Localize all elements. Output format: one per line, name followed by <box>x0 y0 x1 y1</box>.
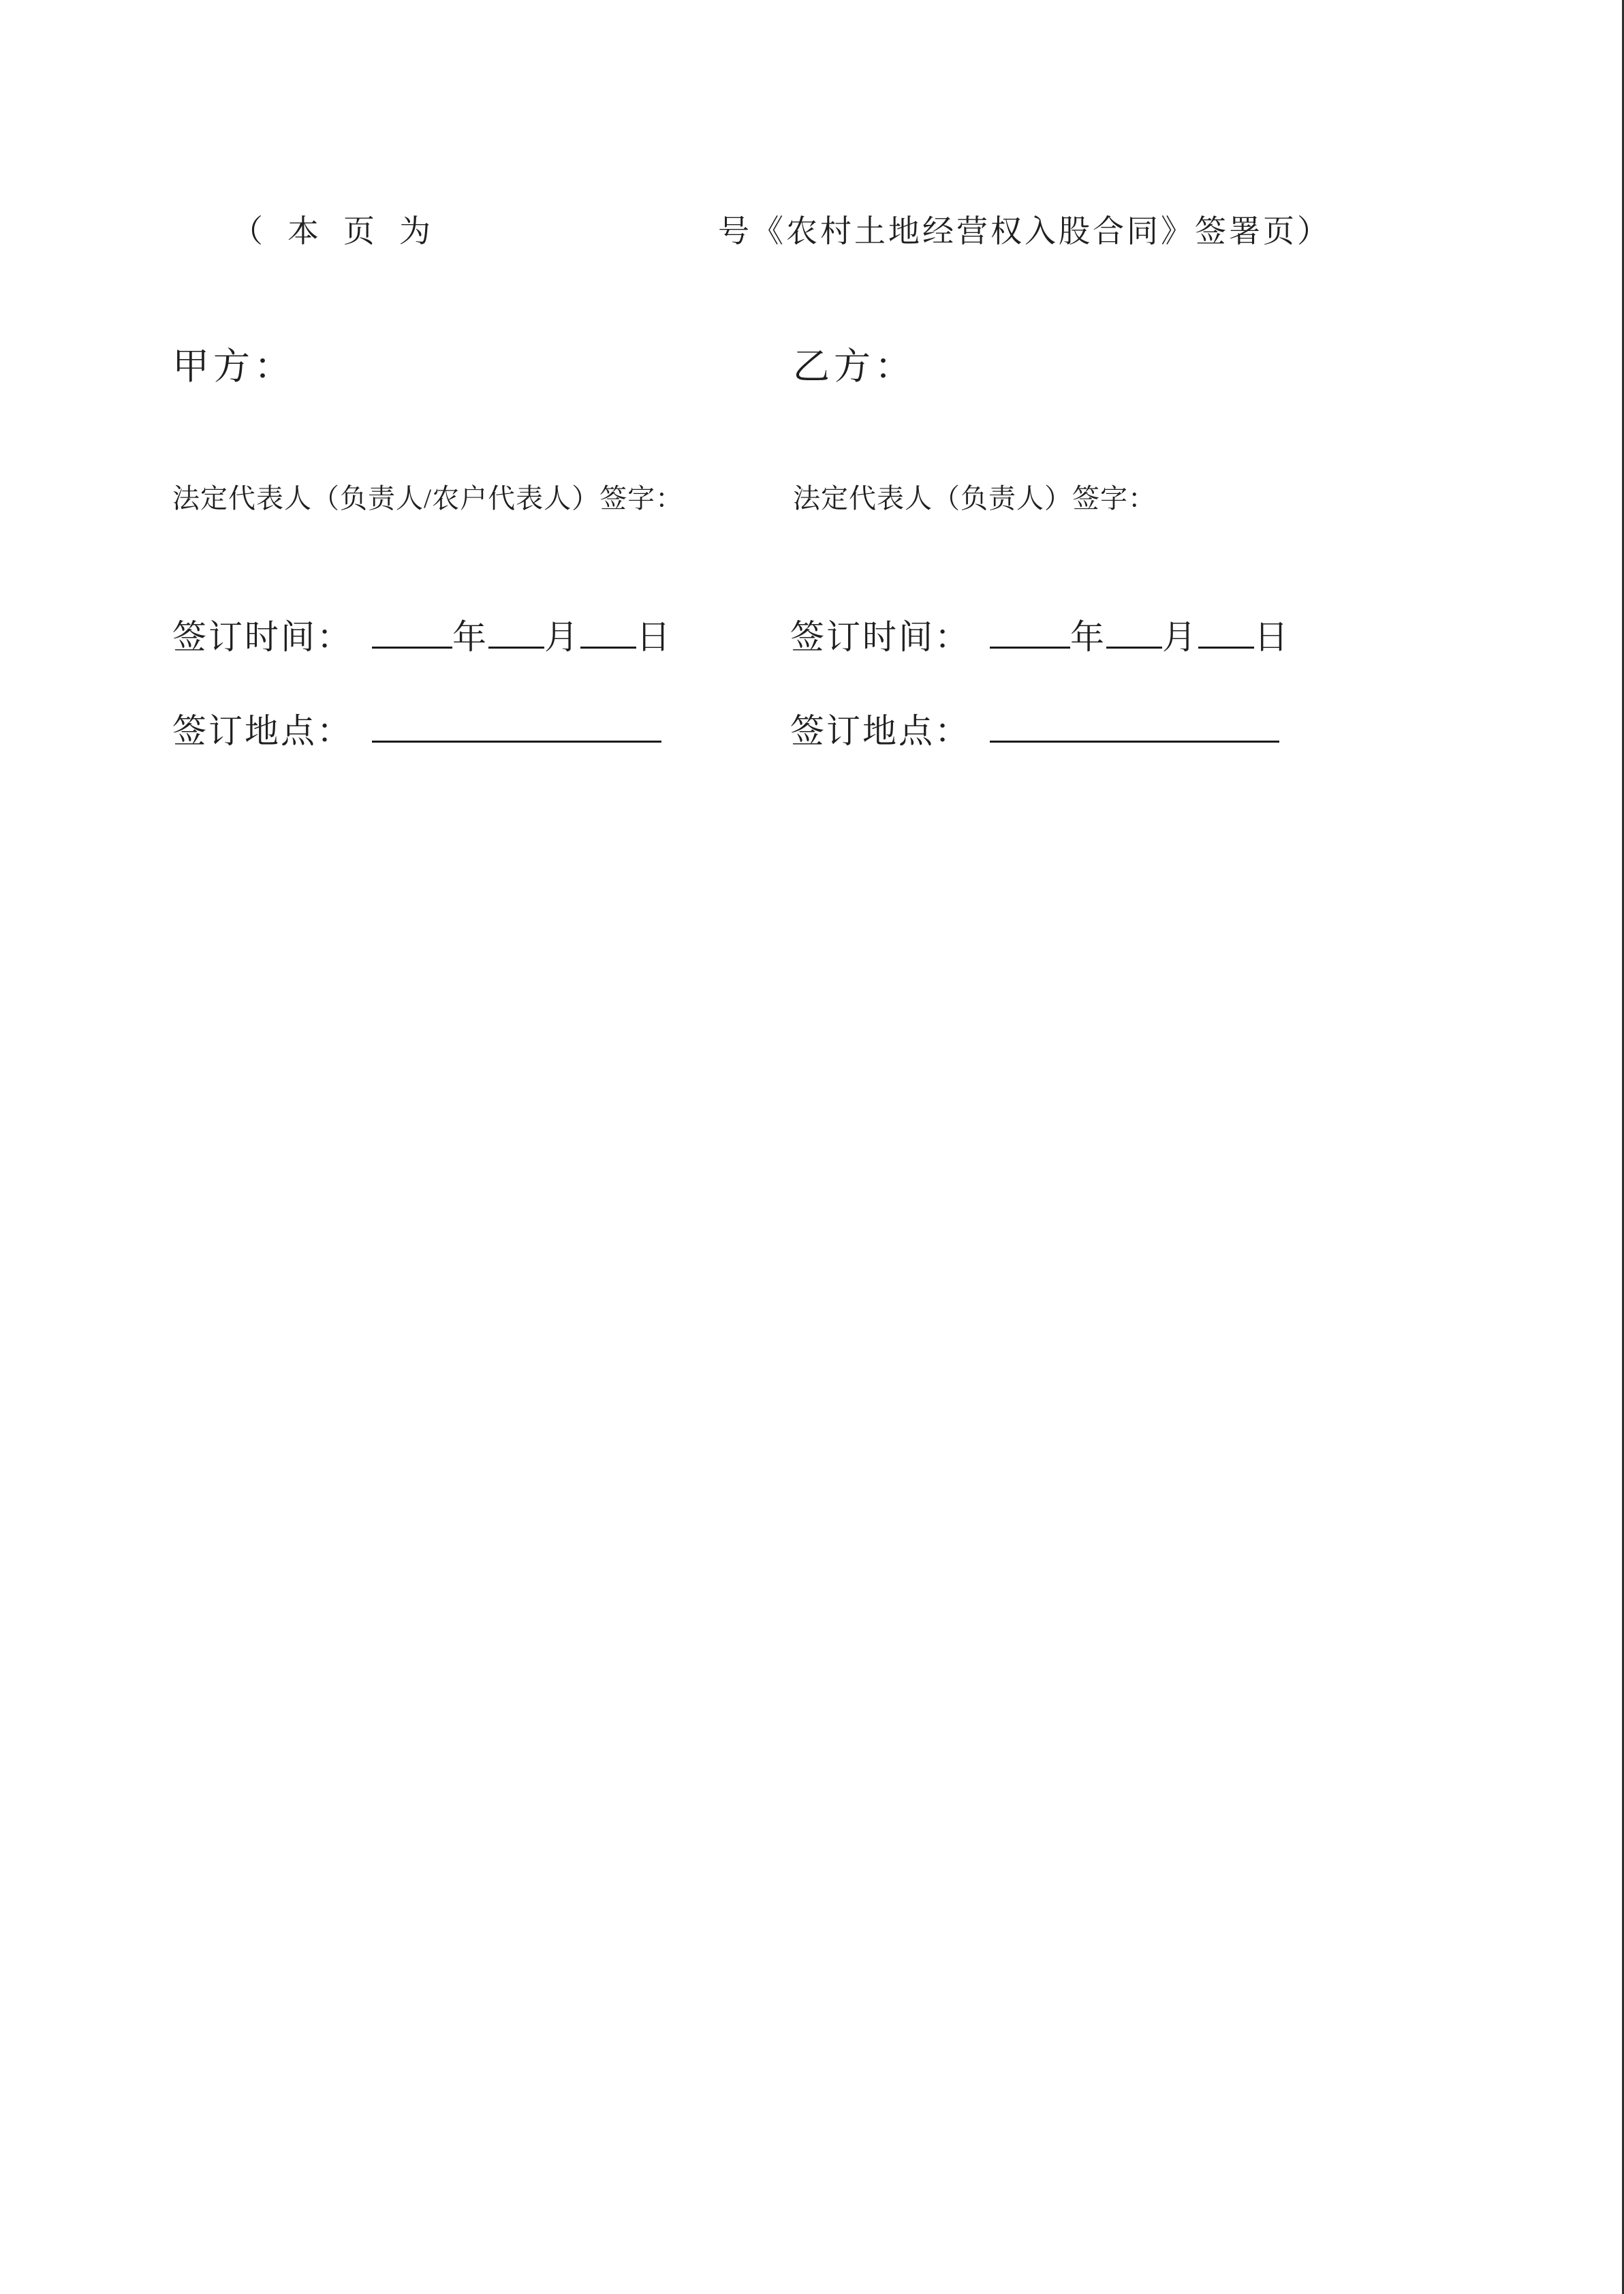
sign-time-label: 签订时间： <box>790 618 971 656</box>
place-blank-line <box>990 706 1279 743</box>
year-blank-line <box>372 612 452 649</box>
party-b-representative-sign-label: 法定代表人（负责人）签字： <box>793 483 1156 514</box>
month-char: 月 <box>544 618 580 656</box>
day-char: 日 <box>636 618 672 656</box>
day-blank-line <box>1198 612 1254 649</box>
day-char: 日 <box>1254 618 1290 656</box>
party-a-sign-time-row <box>172 612 672 660</box>
month-blank-line <box>1106 612 1162 649</box>
place-blank-line <box>372 706 661 743</box>
header-note-suffix: 号《农村土地经营权入股合同》签署页） <box>718 214 1331 249</box>
sign-place-label: 签订地点： <box>790 712 971 750</box>
year-char: 年 <box>1070 618 1106 656</box>
sign-time-label: 签订时间： <box>172 618 353 656</box>
header-note-prefix: （本页为 <box>232 214 455 249</box>
party-a-sign-place-row <box>172 706 661 754</box>
party-a-label: 甲方： <box>172 346 295 387</box>
party-b-label: 乙方： <box>793 346 916 387</box>
party-b-sign-time-row <box>790 612 1290 660</box>
day-blank-line <box>580 612 636 649</box>
month-blank-line <box>488 612 544 649</box>
year-blank-line <box>990 612 1070 649</box>
year-char: 年 <box>452 618 488 656</box>
party-a-representative-sign-label: 法定代表人（负责人/农户代表人）签字： <box>172 483 684 514</box>
party-b-sign-place-row <box>790 706 1279 754</box>
month-char: 月 <box>1162 618 1198 656</box>
sign-place-label: 签订地点： <box>172 712 353 750</box>
